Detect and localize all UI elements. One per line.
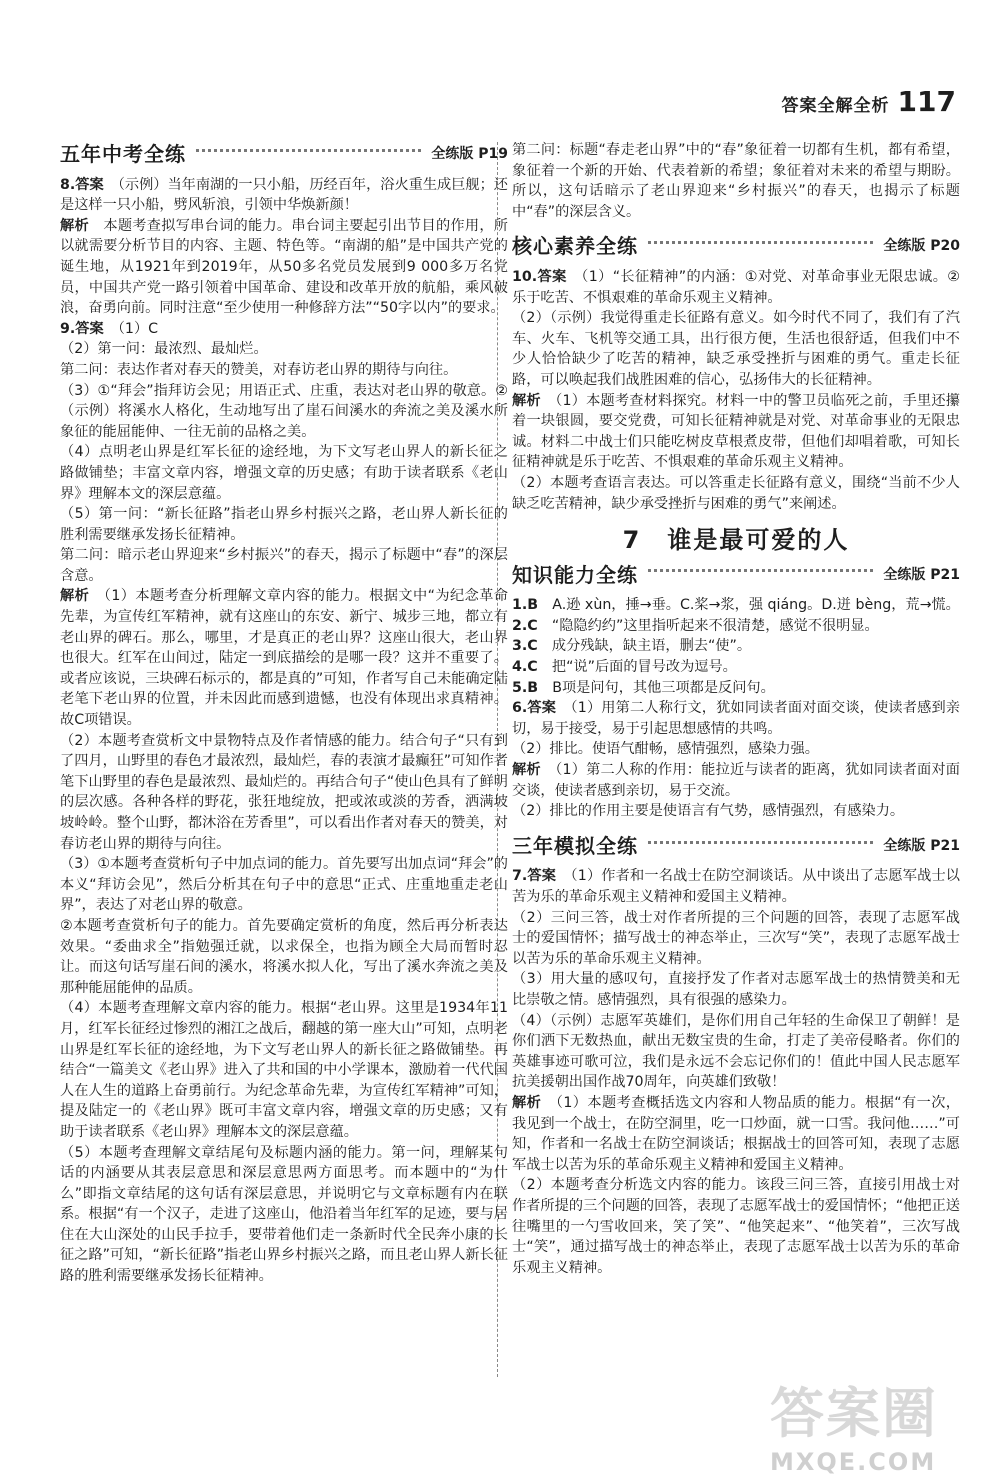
answer-paragraph: [60, 319, 508, 340]
answer-paragraph: [512, 473, 960, 514]
answer-paragraph: [512, 678, 960, 699]
answer-text: （4）点明老山界是红军长征的途经地，为下文写老山界人的新长征之路做铺垫；丰富文章内容，增强文章的历史感；有助于读者联系《老山界》理解本文的深层意蕴。: [60, 444, 508, 502]
answer-text: 第二问：标题“春走老山界”中的“春”象征着一切都有生机，都有希望，象征着一个新的开始、代表着新的希望；象征着对未来的希望与期盼。所以，这句话暗示了老山界迎来“乡村振兴”的春天，也揭示了标题中“春”的深层含义。: [512, 142, 960, 220]
dotted-leader: [648, 569, 873, 572]
header-label: 答案全解全析: [781, 96, 890, 116]
answer-paragraph: [512, 969, 960, 1010]
answer-paragraph: [60, 360, 508, 381]
answer-text: A.逊 xùn，捶→垂。C.桨→浆，强 qiáng。D.迸 bèng，荒→慌。: [552, 597, 960, 614]
section-ref: 全练版 P21: [883, 566, 960, 583]
header-right: [782, 85, 956, 118]
answer-tag: 7.答案: [512, 868, 571, 885]
answer-tag: 1.B: [512, 597, 553, 614]
answer-text: （示例）当年南湖的一只小船，历经百年，浴火重生成巨舰；还是这样一只小船，劈风斩浪，引领中华焕新颜！: [60, 176, 508, 214]
answer-text: （1）本题考查概括选文内容和人物品质的能力。根据“有一次，我见到一个战士，在防空洞里，吃一口炒面，就一口雪。我问他……”可知，作者和一名战士在防空洞谈话；根据战士的回答可知，表现了志愿军战士以苦为乐的革命乐观主义精神和爱国主义精神。: [512, 1094, 960, 1173]
answer-text: （1）用第二人称行文，犹如同读者面对面交谈，使读者感到亲切，易于接受，易于引起思想感情的共鸣。: [512, 700, 960, 737]
answer-paragraph: [60, 339, 508, 360]
answer-paragraph: [60, 998, 508, 1142]
answer-tag: 8.答案: [60, 176, 118, 193]
answer-text: （2）排比的作用主要是使语言有气势，感情强烈，有感染力。: [512, 803, 905, 820]
answer-text: （2）本题考查语言表达。可以答重走长征路有意义，围绕“当前不少人缺乏吃苦精神，缺少承受挫折与困难的勇气”来阐述。: [512, 474, 960, 512]
answer-paragraph: [512, 1011, 960, 1093]
answer-text: （2）本题考查赏析文中景物特点及作者情感的能力。结合句子“只有到了四月，山野里的春色才最浓烈，最灿烂，春的表演才最癫狂”可知作者笔下山野里的春色是最浓烈、最灿烂的。再结合句子“使山色具有了鲜明的层次感。各种各样的野花，张狂地绽放，把或浓或淡的芳香，洒满坡坡岭岭。整个山野，都沐浴在芳香里”，可以看出作者对春天的赞美，对春访老山界的期待与向往。: [60, 732, 508, 852]
answer-text: 第二问：表达作者对春天的赞美，对春访老山界的期待与向往。: [60, 361, 458, 378]
answer-tag: 3.C: [512, 638, 552, 655]
answer-text: ②本题考查赏析句子的能力。首先要确定赏析的角度，然后再分析表达效果。“委曲求全”指勉强迁就，以求保全，也指为顾全大局而暂时忍让。而这句话写崖石间的溪水，将溪水拟人化，写出了溪水奔流之美及那种能屈能伸的品质。: [60, 917, 508, 996]
answer-text: （1）第二人称的作用：能拉近与读者的距离，犹如同读者面对面交谈，使读者感到亲切，易于交流。: [512, 762, 960, 799]
answer-text: 本题考查拟写串台词的能力。串台词主要起引出节目的作用，所以就需要分析节目的内容、主题、特色等。“南湖的船”是中国共产党的诞生地，从1921年到2019年，从50多名党员发展到9 000多万名党员，中国共产党一路引领着中国革命、建设和改革开放的航船，乘风破浪，奋勇向前。同时注意“至少使用一种修辞方法”“50字以内”的要求。: [60, 217, 508, 317]
answer-text: 成分残缺，缺主语，删去“使”。: [551, 638, 752, 655]
answer-tag: 解析: [512, 1094, 556, 1111]
dotted-leader: [196, 149, 421, 152]
answer-text: （4）本题考查理解文章内容的能力。根据“老山界。这里是1934年11月，红军长征经过惨烈的湘江之战后，翻越的第一座大山”可知，点明老山界是红军长征的途经地，为下文写老山界人的新长征之路做铺垫。再结合“一篇美文《老山界》进入了共和国的中小学课本，激励着一代代国人在人生的道路上奋勇前行。为纪念革命先辈，为宣传红军精神”可知，提及陆定一的《老山界》既可丰富文章内容，增强文章的历史感；又有助于读者联系《老山界》理解本文的深层意蕴。: [60, 1000, 508, 1140]
answer-text: （1）“长征精神”的内涵：①对党、对革命事业无限忠诚。②乐于吃苦、不惧艰难的革命乐观主义精神。: [512, 268, 960, 306]
section-header-five-year: [60, 144, 508, 165]
answer-text: （2）排比。使语气酣畅，感情强烈，感染力强。: [512, 741, 819, 758]
section-title: 知识能力全练: [512, 562, 638, 587]
answer-paragraph: [512, 801, 960, 822]
answer-tag: 解析: [512, 762, 556, 779]
section-header-three-year: [512, 833, 960, 858]
dotted-leader: [648, 241, 873, 244]
answer-tag: 解析: [60, 217, 104, 234]
answer-text: B项是问句，其他三项都是反问句。: [552, 679, 775, 696]
answer-tag: 2.C: [512, 617, 552, 634]
answer-text: （1）本题考查材料探究。材料一中的警卫员临死之前，手里还攥着一块银圆，要交党费，可知长征精神就是对党、对革命事业的无限忠诚。材料二中战士们只能吃树皮草根煮皮带，但他们却唱着歌，可知长征精神就是乐于吃苦、不惧艰难的革命乐观主义精神。: [512, 392, 960, 471]
answer-text: （3）用大量的感叹句，直接抒发了作者对志愿军战士的热情赞美和无比崇敬之情。感情强烈，具有很强的感染力。: [512, 971, 960, 1008]
answer-text: （1）作者和一名战士在防空洞谈话。从中谈出了志愿军战士以苦为乐的革命乐观主义精神和爱国主义精神。: [512, 868, 960, 905]
answer-text: （2）（示例）我觉得重走长征路有意义。如今时代不同了，我们有了汽车、火车、飞机等交通工具，出行很方便，生活也很舒适，但我们中不少人恰恰缺少了吃苦的精神，缺乏承受挫折与困难的勇气。重走长征路，可以唤起我们战胜困难的信心，弘扬伟大的长征精神。: [512, 310, 960, 388]
section-title: 三年模拟全练: [512, 833, 638, 858]
answer-text: 第二问：暗示老山界迎来“乡村振兴”的春天，揭示了标题中“春”的深层含意。: [60, 547, 508, 584]
answer-paragraph: [60, 854, 508, 916]
answer-paragraph: [60, 586, 508, 730]
answer-paragraph: [512, 739, 960, 760]
section-ref: 全练版 P20: [883, 238, 960, 255]
answer-paragraph: [512, 698, 960, 739]
answer-paragraph: [512, 657, 960, 678]
answer-paragraph: [512, 616, 960, 637]
answer-text: 把“说”后面的冒号改为逗号。: [551, 659, 737, 676]
section-title: 核心素养全练: [512, 234, 638, 259]
watermark-site: MXQE.COM: [770, 1448, 937, 1476]
answer-paragraph: [512, 760, 960, 801]
answer-text: （2）第一问：最浓烈、最灿烂。: [60, 341, 268, 358]
answer-text: “隐隐约约”这里指听起来不很清楚，感觉不很明显。: [551, 617, 879, 634]
right-top-paragraphs: [512, 140, 960, 222]
answer-text: （2）三问三答，战士对作者所提的三个问题的回答，表现了志愿军战士的爱国情怀；描写战士的神态举止，三次写“笑”，表现了志愿军战士以苦为乐的革命乐观主义精神。: [512, 909, 960, 967]
answer-paragraph: [60, 216, 508, 319]
answer-text: （1）本题考查分析理解文章内容的能力。根据文中“为纪念革命先辈，为宣传红军精神，就有这座山的东安、新宁、城步三地，都立有老山界的碑石。那么，哪里，才是真正的老山界？这座山很大，老山界也很大。红军在山间过，陆定一到底描绘的是哪一段？这并不重要了。或者应该说，三块碑石标示的，都是真的”可知，作者写自己未能确定陆老笔下老山界的位置，并未因此而感到遗憾，也没有体现出求真精神。故C项错误。: [60, 588, 508, 729]
answer-paragraph: [60, 381, 508, 443]
core-paragraphs: [512, 267, 960, 514]
answer-paragraph: [512, 140, 960, 222]
page-number: 117: [897, 85, 956, 118]
answer-tag: 4.C: [512, 659, 552, 676]
left-paragraphs: [60, 175, 508, 1287]
answer-paragraph: [512, 636, 960, 657]
answer-paragraph: [60, 504, 508, 545]
answer-text: （3）①“拜会”指拜访会见；用语正式、庄重，表达对老山界的敬意。②（示例）将溪水人格化，生动地写出了崖石间溪水的奔流之美及溪水所象征的能屈能伸、一往无前的品格之美。: [60, 382, 508, 440]
answer-paragraph: [512, 1093, 960, 1175]
section-ref: 全练版 P21: [883, 837, 960, 854]
answer-paragraph: [512, 595, 960, 616]
answer-paragraph: [60, 442, 508, 504]
page-header: [0, 0, 1000, 118]
answer-paragraph: [512, 391, 960, 473]
answer-paragraph: [60, 1143, 508, 1287]
answer-paragraph: [60, 731, 508, 855]
answer-tag: 解析: [60, 588, 104, 605]
answer-paragraph: [512, 308, 960, 390]
answer-text: （4）（示例）志愿军英雄们，是你们用自己年轻的生命保卫了朝鲜！是你们洒下无数热血，献出无数宝贵的生命，打走了美帝侵略者。你们的英雄事迹可歌可泣，我们是永远不会忘记你们的！值此中国人民志愿军抗美援朝出国作战70周年，向英雄们致敬！: [512, 1012, 960, 1091]
left-column: [60, 140, 508, 1287]
watermark: [770, 1371, 970, 1476]
answer-tag: 6.答案: [512, 700, 571, 717]
answer-paragraph: [512, 1175, 960, 1278]
dotted-leader: [648, 841, 873, 844]
section-title: 五年中考全练: [60, 142, 186, 166]
knowledge-paragraphs: [512, 595, 960, 822]
lesson-title: 7 谁是最可爱的人: [622, 526, 850, 555]
answer-tag: 9.答案: [60, 320, 118, 337]
answer-paragraph: [60, 916, 508, 998]
answer-text: （2）本题考查分析选文内容的能力。该段三问三答，直接引用战士对作者所提的三个问题的回答，表现了志愿军战士的爱国情怀；“他把正送往嘴里的一勺雪收回来，笑了笑”、“他笑起来”、“他笑着”，三次写战士“笑”，通过描写战士的神态举止，表现了志愿军战士以苦为乐的革命乐观主义精神。: [512, 1177, 960, 1276]
watermark-logo: 答案圈: [770, 1382, 938, 1445]
answer-paragraph: [512, 866, 960, 907]
answer-tag: 10.答案: [512, 268, 582, 285]
answer-tag: 解析: [512, 392, 556, 409]
answer-text: （5）第一问：“新长征路”指老山界乡村振兴之路，老山界人新长征的胜利需要继承发扬长征精神。: [60, 506, 508, 543]
answer-paragraph: [512, 908, 960, 970]
right-column: [512, 140, 960, 1278]
section-ref: 全练版 P19: [431, 146, 508, 162]
answer-paragraph: [60, 545, 508, 586]
answer-paragraph: [60, 175, 508, 216]
answer-paragraph: [512, 267, 960, 308]
answer-text: （5）本题考查理解文章结尾句及标题内涵的能力。第一问，理解某句话的内涵要从其表层意思和深层意思两方面思考。而本题中的“为什么”即指文章结尾的这句话有深层意思，并说明它与文章标题有内在联系。根据“有一个汉子，走进了这座山，他沿着当年红军的足迹，要与居住在大山深处的山民手拉手，要带着他们走一条新时代全民奔小康的长征之路”可知，“新长征路”指老山界乡村振兴之路，而且老山界人新长征路的胜利需要继承发扬长征精神。: [60, 1144, 508, 1285]
section-header-knowledge: [512, 562, 960, 587]
answer-tag: 5.B: [512, 679, 553, 696]
three-year-paragraphs: [512, 866, 960, 1278]
section-header-core: [512, 236, 960, 257]
answer-text: （1）C: [117, 320, 159, 337]
answer-text: （3）①本题考查赏析句子中加点词的能力。首先要写出加点词“拜会”的本义“拜访会见”，然后分析其在句子中的意思“正式、庄重地重走老山界”，表达了对老山界的敬意。: [60, 856, 508, 914]
